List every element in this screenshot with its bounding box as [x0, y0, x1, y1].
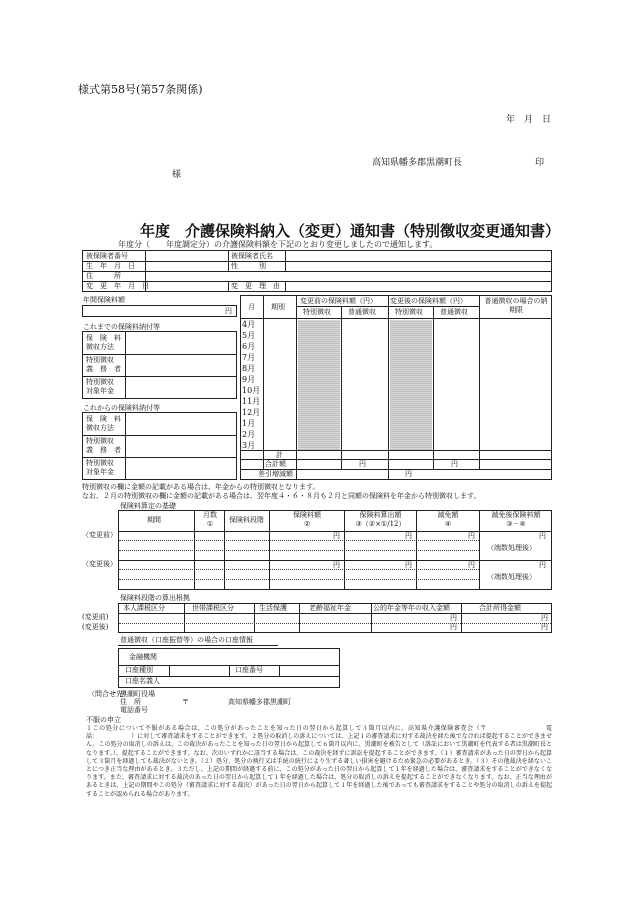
bank-institution-label: 金融機関 — [129, 653, 157, 661]
birth-date-label: 生 年 月 日 — [86, 262, 135, 270]
bank-type-label: 口座種別 — [125, 666, 153, 674]
basis-row-before: （変更前） — [82, 531, 117, 539]
period-header: 期別 — [271, 303, 285, 311]
bank-holder-label: 口座名義人 — [125, 677, 160, 685]
month-cell: 6月 — [242, 342, 256, 351]
basis-months-header: 月数 ① — [203, 511, 217, 528]
diff-label: 差引増減額 — [258, 470, 293, 478]
basis-calculated-after-unit: 円 — [405, 561, 412, 569]
after-special-shade — [390, 320, 432, 450]
change-date-label: 変 更 年 月 日 — [86, 282, 149, 290]
bank-number-label: 口座番号 — [235, 666, 263, 674]
basis-final-after-unit: 円 — [539, 561, 546, 569]
stage-income-before-unit: 円 — [541, 614, 548, 622]
stage-pension-after-unit: 円 — [450, 623, 457, 631]
basis-rounding-after: （端数処理後） — [487, 573, 536, 581]
note-line-1: 特別徴収の欄に金額の記載がある場合は、年金からの特別徴収となります。 — [82, 483, 320, 491]
month-cell: 3月 — [242, 441, 256, 450]
before-normal-header: 普通徴収 — [348, 308, 376, 316]
future-payment-table — [82, 412, 237, 480]
page-title: 年度 介護保険料納入（変更）通知書（特別徴収変更通知書） — [140, 222, 561, 240]
issue-date: 年 月 日 — [506, 115, 552, 125]
contact-phone-label: 電話番号 — [120, 706, 148, 714]
month-header: 月 — [248, 303, 255, 311]
future-method-label: 保 険 料 徴収方法 — [86, 415, 121, 432]
basis-final-before-unit: 円 — [539, 532, 546, 540]
before-header: 変更前の保険料額（円） — [300, 297, 377, 305]
future-payment-label: これからの保険料納付等 — [83, 404, 160, 412]
total-label: 計 — [276, 451, 283, 459]
stage-self-tax-header: 本人課税区分 — [123, 604, 165, 612]
month-cell: 10月 — [242, 386, 261, 395]
stage-row-before: (変更前) — [82, 613, 109, 621]
sum-after-unit: 円 — [451, 460, 458, 468]
basis-stage-header: 保険料段階 — [229, 516, 264, 524]
appeal-body: １この処分について不服がある場合は、この処分があったことを知った日の翌日から起算して３箇月以内に、高知県介護保険審査会（〒 電話： ）に対して審査請求をすることができます。２処分の取消しの訴えについては、上記１の審査請求に対する裁決を経た後でなければ提起することができません。この処分の取消しの訴えは、この裁決があったことを知った日の翌日から起算して６箇月以内に、黒潮町を被告として（訴訟において黒潮町を代表する者は黒潮町長となります。）、提起することができます。なお、次のいずれかに該当する場合は、この裁決を経ずに訴訟を提起することができます。（１）審査請求があった日の翌日から起算して３箇月を経過しても裁決がないとき。（２）処分、処分の執行又は手続の続行により生ずる著しい損害を避けるため緊急の必要があるとき。（３）その他裁決を経ないことにつき正当な理由があるとき。３ただし、上記の期間が経過する前に、この処分があった日の翌日から起算して１年を経過した場合は、審査請求をすることができなくなります。また、審査請求に対する裁決のあった日の翌日から起算して１年を経過した場合は、処分の取消しの訴えを提起することができなくなります。なお、正当な理由があるときは、上記の期間やこの処分（審査請求に対する裁決）があった日の翌日から起算して１年を経過した後であっても審査請求をすることや処分の取消しの訴えを提起することが認められる場合があります。 — [86, 725, 552, 798]
stage-income-header: 合計所得金額 — [479, 604, 521, 612]
mayor-name: 高知県幡多郡黒潮町長 — [372, 158, 463, 168]
contact-postal: 〒 — [182, 698, 189, 706]
month-cell: 11月 — [242, 397, 261, 406]
sum-before-unit: 円 — [359, 460, 366, 468]
after-normal-header: 普通徴収 — [440, 308, 468, 316]
stage-pension-before-unit: 円 — [450, 614, 457, 622]
future-obligor-label: 特別徴収 義 務 者 — [86, 437, 121, 454]
month-cell: 9月 — [242, 375, 256, 384]
previous-payment-table — [82, 331, 237, 399]
basis-label: 保険料算定の基礎 — [120, 502, 176, 510]
stage-welfare-header: 生活保護 — [259, 604, 287, 612]
annual-premium-box — [82, 305, 237, 317]
stage-income-after-unit: 円 — [541, 623, 548, 631]
contact-label: （問合せ先） — [88, 690, 130, 698]
addressee-suffix: 様 — [172, 170, 182, 180]
month-cell: 2月 — [242, 430, 256, 439]
basis-reduction-header: 減免額 ④ — [437, 511, 459, 528]
stage-basis-table — [118, 603, 552, 633]
stage-basis-label: 保険料段階の算出根拠 — [120, 594, 190, 602]
stage-old-age-header: 老齢福祉年金 — [309, 604, 351, 612]
contact-address: 高知県幡多郡黒潮町 — [228, 698, 291, 706]
stage-row-after: (変更後) — [82, 623, 109, 631]
basis-reduction-before-unit: 円 — [468, 532, 475, 540]
insured-name-label: 被保険者氏名 — [231, 252, 273, 260]
sum-label: 合計額 — [265, 460, 286, 468]
basis-premium-before-unit: 円 — [333, 532, 340, 540]
previous-obligor-label: 特別徴収 義 務 者 — [86, 356, 121, 373]
basis-table — [118, 510, 552, 590]
page-subtitle: 年度分（ 年度調定分）の介護保険料額を下記のとおり変更しましたので通知します。 — [118, 240, 438, 249]
previous-pension-label: 特別徴収 対象年金 — [86, 378, 114, 395]
basis-rounding-before: （端数処理後） — [487, 544, 536, 552]
sex-label: 性 別 — [231, 262, 266, 270]
basis-period-header: 期間 — [147, 516, 161, 524]
bank-info-table — [118, 648, 340, 688]
before-special-shade — [298, 320, 340, 450]
basis-premium-header: 保険料額 ② — [293, 511, 321, 528]
form-number: 様式第58号(第57条関係) — [78, 83, 203, 96]
month-cell: 1月 — [242, 419, 256, 428]
previous-method-label: 保 険 料 徴収方法 — [86, 334, 121, 351]
monthly-schedule-table — [240, 295, 552, 480]
bank-info-label: 普通徴収（口座振替等）の場合の口座情報 — [120, 636, 253, 644]
basis-row-after: （変更後） — [82, 560, 117, 568]
basis-after-reduction-header: 減免後保険料額 ③－④ — [491, 511, 541, 528]
diff-unit: 円 — [405, 470, 412, 478]
after-special-header: 特別徴収 — [395, 308, 423, 316]
future-pension-label: 特別徴収 対象年金 — [86, 459, 114, 476]
contact-office: 黒潮町役場 — [120, 690, 155, 698]
deadline-header: 普通徴収の場合の納期限 — [484, 297, 548, 314]
basis-reduction-after-unit: 円 — [468, 561, 475, 569]
appeal-title: 不服の申立 — [86, 716, 121, 724]
stage-household-tax-header: 世帯課税区分 — [192, 604, 234, 612]
insured-info-table — [82, 250, 552, 292]
contact-address-label: 住 所 — [120, 698, 141, 706]
insured-number-label: 被保険者番号 — [86, 252, 128, 260]
annual-premium-label: 年間保険料額 — [83, 296, 125, 304]
note-line-2: なお、２月の特別徴収の欄に金額の記載がある場合は、翌年度４・６・８月も２月と同額の保険料を年金から特別徴収します。 — [82, 492, 481, 500]
seal-mark: 印 — [535, 158, 545, 168]
basis-calculated-header: 保険料算出額 ③（②×①/12） — [355, 511, 406, 528]
basis-premium-after-unit: 円 — [333, 561, 340, 569]
month-cell: 8月 — [242, 364, 256, 373]
address-label: 住 所 — [86, 272, 121, 280]
month-cell: 4月 — [242, 320, 256, 329]
month-cell: 7月 — [242, 353, 256, 362]
before-special-header: 特別徴収 — [303, 308, 331, 316]
month-cell: 5月 — [242, 331, 256, 340]
annual-premium-unit: 円 — [225, 307, 232, 315]
basis-calculated-before-unit: 円 — [405, 532, 412, 540]
month-cell: 12月 — [242, 408, 261, 417]
stage-pension-income-header: 公的年金等年の収入金額 — [373, 604, 450, 612]
after-header: 変更後の保険料額（円） — [390, 297, 467, 305]
previous-payment-label: これまでの保険料納付等 — [83, 323, 160, 331]
change-reason-label: 変 更 理 由 — [231, 282, 280, 290]
